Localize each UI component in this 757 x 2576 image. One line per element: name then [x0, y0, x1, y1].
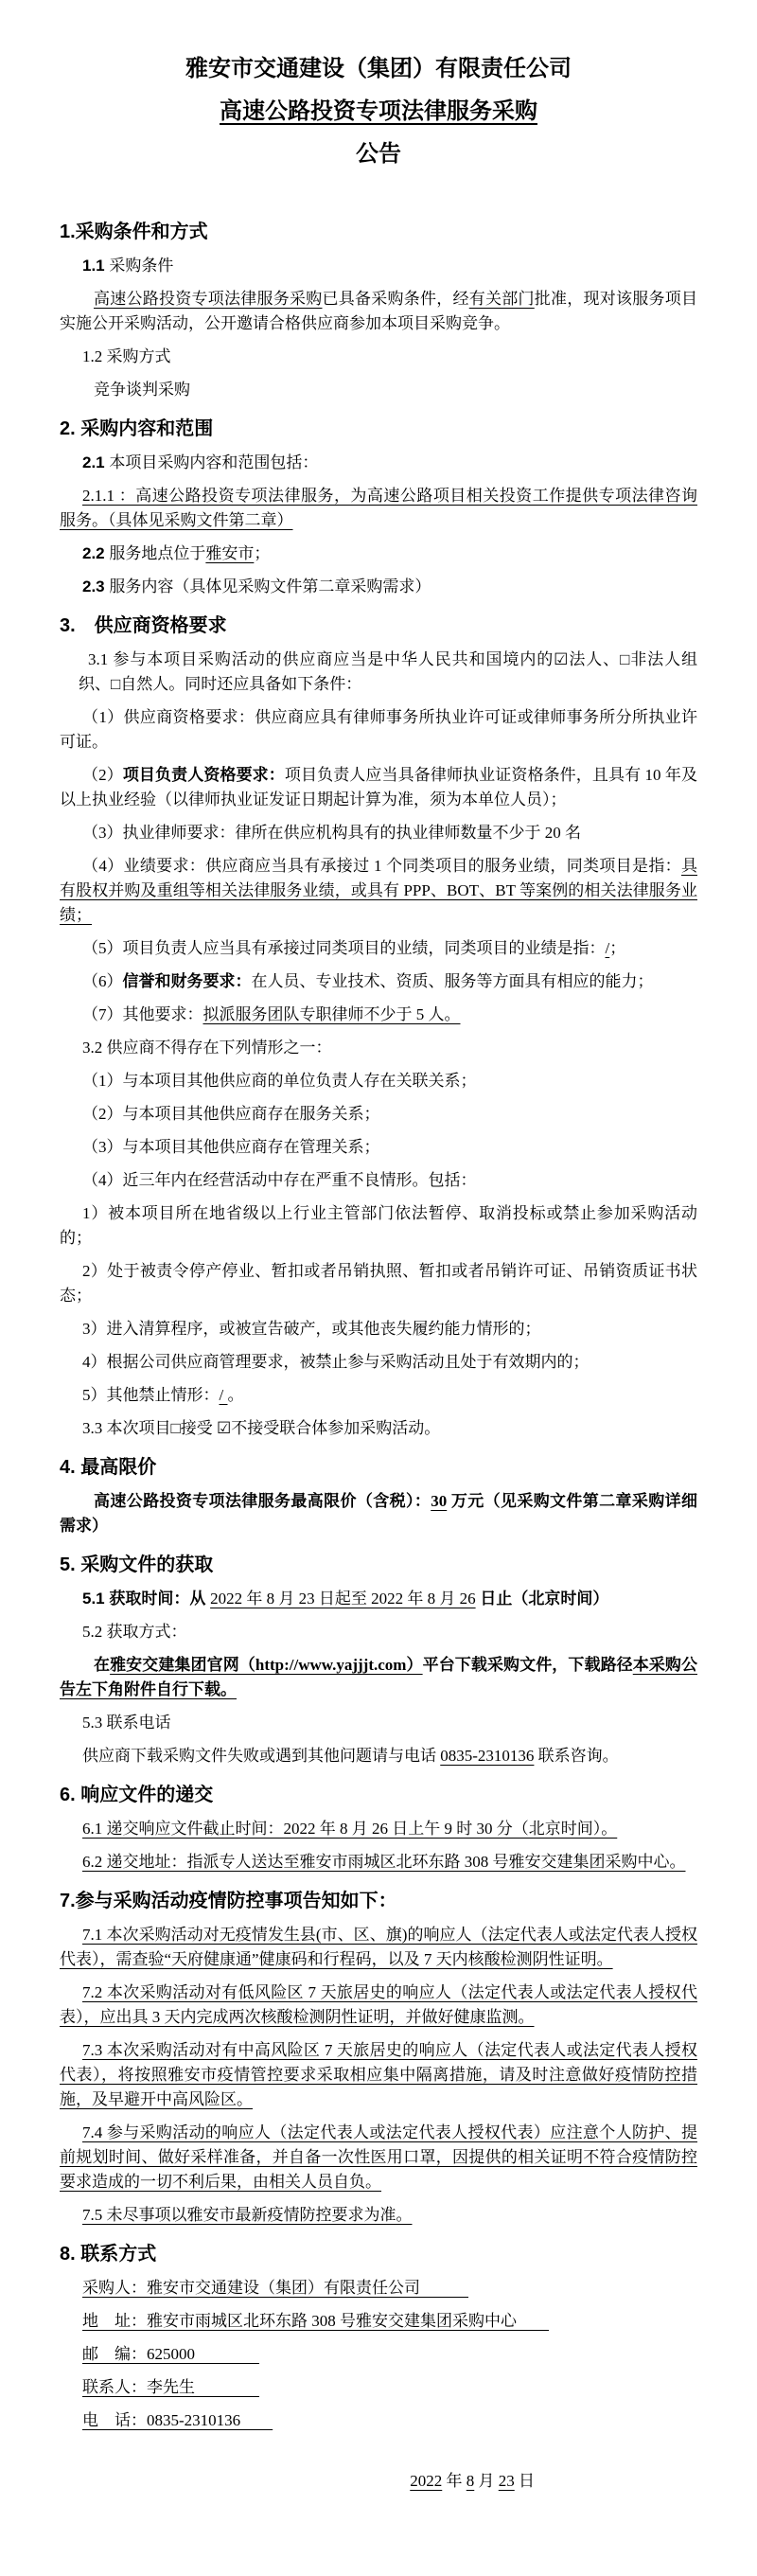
item-1-1-heading — [60, 254, 697, 278]
text-run: （2） — [82, 766, 123, 784]
text-run: （3）与本项目其他供应商存在管理关系； — [82, 1138, 380, 1156]
text-run: 1）被本项目所在地省级以上行业主管部门依法暂停、取消投标或禁止参加采购活动的； — [60, 1204, 697, 1247]
contact-postcode — [60, 2342, 697, 2367]
text-run: 2022 年 8 月 23 日起至 2022 年 8 月 26 — [210, 1590, 476, 1608]
section-3-heading — [60, 613, 697, 639]
item-6-1 — [60, 1817, 697, 1841]
text-run: （3）执业律师要求：律所在供应机构具有的执业律师数量不少于 20 名 — [82, 824, 581, 842]
text-run: （6） — [82, 972, 123, 990]
item-3-2-4 — [60, 1168, 697, 1193]
item-3-2-4-2 — [60, 1259, 697, 1308]
text-run: （4）业绩要求：供应商应当具有承接过 1 个同类项目的服务业绩，同类项目是指： — [82, 857, 681, 875]
text-run: 7.参与采购活动疫情防控事项告知如下： — [60, 1891, 397, 1911]
text-run: ； — [254, 544, 271, 562]
item-3-1-5 — [60, 936, 697, 961]
text-run: 雅安交建集团官网（http://www.yajjjt.com） — [110, 1656, 423, 1674]
text-run: 高速公路投资专项法律服务最高限价（含税）： — [94, 1492, 431, 1510]
text-run: 7.2 本次采购活动对有低风险区 7 天旅居史的响应人（法定代表人或法定代表人授权代表），应出具 3 天内完成两次核酸检测阴性证明，并做好健康监测。 — [60, 1983, 697, 2026]
item-3-1-3 — [60, 821, 697, 845]
text-run: 5）其他禁止情形： — [82, 1386, 220, 1404]
text-run: 7.1 本次采购活动对无疫情发生县(市、区、旗)的响应人（法定代表人或法定代表人授权代表），需查验“天府健康通”健康码和行程码，以及 7 天内核酸检测阴性证明。 — [60, 1926, 697, 1968]
checkbox-unchecked-icon: □ — [111, 675, 121, 693]
text-run: 7.4 参与采购活动的响应人（法定代表人或法定代表人授权代表）应注意个人防护、提前规划时间、做好采样准备，并自备一次性医用口罩，因提供的相关证明不符合疫情防控要求造成的一切不利后果，由相关人员自负。 — [60, 2123, 697, 2191]
item-3-1-6 — [60, 969, 697, 994]
checkbox-checked-icon: ☑ — [554, 650, 569, 668]
text-run: 非法人组织、 — [79, 650, 698, 693]
item-3-2-4-4 — [60, 1350, 697, 1375]
text-run: 2. 采购内容和范围 — [60, 418, 214, 439]
item-7-5 — [60, 2203, 697, 2228]
text-run: 5. 采购文件的获取 — [60, 1554, 214, 1575]
item-3-2-2 — [60, 1102, 697, 1127]
text-run: （5）项目负责人应当具有承接过同类项目的业绩，同类项目的业绩是指： — [82, 939, 606, 957]
text-run: 采购人：雅安市交通建设（集团）有限责任公司 — [82, 2279, 468, 2297]
item-3-1-1 — [60, 705, 697, 755]
document-title-line2: 高速公路投资专项法律服务采购 — [220, 98, 537, 124]
text-run: 法人、 — [568, 650, 621, 668]
checkbox-checked-icon: ☑ — [217, 1419, 232, 1437]
text-run: 30 — [431, 1492, 448, 1510]
text-run: 批准，现对该服务项目实施公开采购活动，公开邀请合格供应商参加本项目采购竞争。 — [60, 290, 697, 332]
text-run: 已具备采购条件，经 — [322, 290, 469, 308]
text-run: 。 — [227, 1386, 244, 1404]
text-run: 高速公路投资专项法律服务采购 — [94, 290, 323, 308]
item-5-2 — [60, 1620, 697, 1644]
text-run: 2.1 — [82, 453, 110, 471]
text-run: 5.2 获取方式： — [82, 1623, 187, 1641]
section-2-heading — [60, 416, 697, 442]
item-3-2-4-5 — [60, 1383, 697, 1408]
text-run: 3.1 参与本项目采购活动的供应商应当是中华人民共和国境内的 — [88, 650, 555, 668]
text-run: 联系人：李先生 — [82, 2378, 259, 2396]
text-run: 2.3 — [82, 577, 110, 595]
item-3-2 — [60, 1036, 697, 1060]
text-run: 6.1 递交响应文件截止时间：2022 年 8 月 26 日上午 9 时 30 分（北京时间）。 — [82, 1820, 618, 1838]
para-price-limit — [60, 1489, 697, 1538]
contact-purchaser — [60, 2276, 697, 2301]
text-run: 年 — [442, 2472, 467, 2490]
text-run: 拟派服务团队专职律师不少于 5 人。 — [202, 1005, 461, 1023]
item-3-2-1 — [60, 1069, 697, 1093]
item-2-1 — [60, 451, 697, 475]
item-7-4 — [60, 2121, 697, 2194]
para-purchase-conditions — [60, 287, 697, 336]
item-3-1-2 — [60, 763, 697, 812]
text-run: 本采购公告左下角附件自行下载。 — [60, 1656, 698, 1698]
text-run: 地 址：雅安市雨城区北环东路 308 号雅安交建集团采购中心 — [82, 2312, 549, 2330]
text-run: 万元（见采购文件第二章采购详细需求） — [60, 1492, 698, 1535]
announcement-date — [60, 2469, 697, 2494]
item-2-1-1 — [60, 484, 697, 533]
text-run: 本项目采购内容和范围包括： — [109, 453, 319, 471]
text-run: 5.1 获取时间：从 — [82, 1590, 211, 1608]
text-run: 8 — [466, 2472, 475, 2490]
text-run: ； — [609, 939, 626, 957]
checkbox-unchecked-icon: □ — [620, 650, 631, 668]
text-run: 服务地点位于 — [109, 544, 206, 562]
text-run: （7）其他要求： — [82, 1005, 203, 1023]
section-1-heading — [60, 219, 697, 245]
contact-address — [60, 2309, 697, 2334]
contact-phone — [60, 2408, 697, 2433]
text-run: 2）处于被责令停产停业、暂扣或者吊销执照、暂扣或者吊销许可证、吊销资质证书状态； — [60, 1262, 697, 1305]
text-run: 供应商下载采购文件失败或遇到其他问题请与电话 — [82, 1747, 441, 1765]
item-1-2-heading — [60, 345, 697, 369]
text-run: 8. 联系方式 — [60, 2244, 157, 2265]
text-run: 6.2 递交地址：指派专人送达至雅安市雨城区北环东路 308 号雅安交建集团采购中心。 — [82, 1853, 686, 1871]
text-run: 1.采购条件和方式 — [60, 222, 208, 242]
item-7-1 — [60, 1923, 697, 1972]
section-4-heading — [60, 1454, 697, 1481]
text-run: 服务内容（具体见采购文件第二章采购需求） — [109, 577, 431, 595]
section-7-heading — [60, 1888, 697, 1914]
document-body — [60, 219, 697, 2494]
text-run: （1）与本项目其他供应商的单位负责人存在关联关系； — [82, 1072, 477, 1090]
item-5-1 — [60, 1587, 697, 1611]
text-run: （1）供应商资格要求：供应商应具有律师事务所执业许可证或律师事务所分所执业许可证。 — [60, 708, 697, 751]
text-run: 7.3 本次采购活动对有中高风险区 7 天旅居史的响应人（法定代表人或法定代表人授权代表），将按照雅安市疫情管控要求采取相应集中隔离措施，请及时注意做好疫情防控措施，及早避开中高风险区。 — [60, 2041, 697, 2108]
text-run: 接受 — [180, 1419, 218, 1437]
text-run: 采购条件 — [109, 257, 174, 275]
text-run: 2.1.1 ：高速公路投资专项法律服务，为高速公路项目相关投资工作提供专项法律咨询服务。（具体见采购文件第二章） — [60, 487, 697, 529]
text-run: 1.2 采购方式 — [82, 347, 171, 365]
text-run: 月 — [474, 2472, 499, 2490]
text-run: 2022 — [410, 2472, 443, 2490]
item-2-2 — [60, 542, 697, 566]
text-run: 5.3 联系电话 — [82, 1714, 171, 1732]
section-8-heading — [60, 2241, 697, 2267]
text-run: （4）近三年内在经营活动中存在严重不良情形。包括： — [82, 1171, 477, 1189]
text-run: / — [605, 939, 610, 957]
text-run: 日 — [514, 2472, 535, 2490]
text-run: 雅安市 — [205, 544, 255, 562]
text-run: 3. 供应商资格要求 — [60, 615, 227, 636]
checkbox-unchecked-icon: □ — [170, 1419, 181, 1437]
text-run: 项目负责人应当具备律师执业证资格条件，且具有 10 年及以上执业经验（以律师执业证发证日期起计算为准，须为本单位人员）； — [60, 766, 698, 808]
text-run: （2）与本项目其他供应商存在服务关系； — [82, 1105, 380, 1123]
text-run: 电 话：0835-2310136 — [82, 2411, 273, 2429]
text-run: 平台下载采购文件，下载路径 — [422, 1656, 633, 1674]
item-3-3 — [60, 1416, 697, 1441]
text-run: 在人员、专业技术、资质、服务等方面具有相应的能力； — [251, 972, 654, 990]
text-run: 7.5 未尽事项以雅安市最新疫情防控要求为准。 — [82, 2206, 413, 2224]
item-6-2 — [60, 1850, 697, 1874]
item-3-1 — [60, 648, 697, 697]
text-run: / — [219, 1386, 228, 1404]
text-run: 1.1 — [82, 257, 110, 275]
text-run: 联系咨询。 — [534, 1747, 619, 1765]
item-2-3 — [60, 575, 697, 599]
text-run: 邮 编：625000 — [82, 2345, 259, 2363]
text-run: 具有股权并购及重组等相关法律服务业绩，或具有 PPP、BOT、BT 等案例的相关法律服务业绩； — [60, 857, 697, 924]
item-7-2 — [60, 1981, 697, 2030]
para-download-method — [60, 1653, 697, 1702]
para-purchase-method — [60, 378, 697, 402]
text-run: 竞争谈判采购 — [94, 381, 190, 399]
section-6-heading — [60, 1782, 697, 1808]
text-run: 0835-2310136 — [440, 1747, 535, 1765]
text-run: 信誉和财务要求： — [122, 972, 252, 990]
text-run: 在 — [94, 1656, 111, 1674]
text-run: 2.2 — [82, 544, 110, 562]
document-title-line1: 雅安市交通建设（集团）有限责任公司 — [185, 56, 572, 81]
text-run: 6. 响应文件的递交 — [60, 1785, 214, 1805]
text-run: 3.3 本次项目 — [82, 1419, 171, 1437]
text-run: 23 — [498, 2472, 515, 2490]
text-run: 4. 最高限价 — [60, 1457, 157, 1478]
document-title-line3: 公告 — [356, 141, 401, 167]
item-3-1-7 — [60, 1003, 697, 1027]
section-5-heading — [60, 1552, 697, 1578]
text-run: 4）根据公司供应商管理要求，被禁止参与采购活动且处于有效期内的； — [82, 1353, 590, 1371]
text-run: 不接受联合体参加采购活动。 — [231, 1419, 441, 1437]
text-run: 项目负责人资格要求： — [122, 766, 285, 784]
text-run: 日止（北京时间） — [475, 1590, 609, 1608]
contact-person — [60, 2375, 697, 2400]
para-contact-phone — [60, 1744, 697, 1768]
text-run: 3.2 供应商不得存在下列情形之一： — [82, 1039, 332, 1057]
item-5-3 — [60, 1711, 697, 1735]
item-7-3 — [60, 2038, 697, 2112]
item-3-2-3 — [60, 1135, 697, 1160]
text-run: 有关部门 — [468, 290, 535, 308]
item-3-1-4 — [60, 854, 697, 928]
item-3-2-4-1 — [60, 1201, 697, 1251]
item-3-2-4-3 — [60, 1317, 697, 1341]
text-run: 3）进入清算程序，或被宣告破产，或其他丧失履约能力情形的； — [82, 1320, 541, 1338]
text-run: 自然人。同时还应具备如下条件： — [120, 675, 362, 693]
